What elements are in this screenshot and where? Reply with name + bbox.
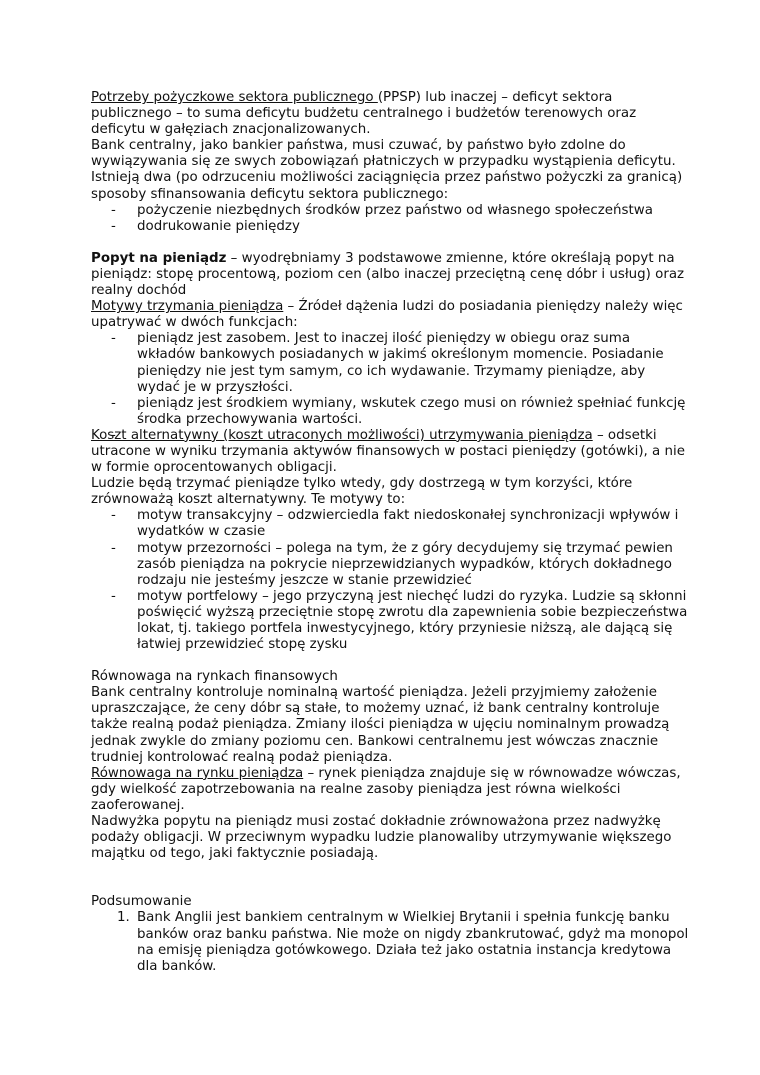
money-market-text: – rynek pieniądza znajduje się w równowadze wówczas, gdy wielkość zapotrzebowania na realne zasoby pieniądza jest równa wielkości zaoferowanej.: [91, 765, 681, 813]
nominal-value-paragraph: Bank centralny kontroluje nominalną wartość pieniądza. Jeżeli przyjmiemy założenie upraszczające, że ceny dóbr są stałe, to możemy uznać, iż bank centralny kontroluje także realną podaż pieniądza. Zmiany ilości pieniądza w ujęciu nominalnym prowadzą jednak zwykle do zmiany poziomu cen. Bankowi centralnemu jest wówczas znacznie trudniej kontrolować realną podaż pieniądza.: [91, 685, 670, 765]
list-item: [91, 910, 691, 974]
money-demand-text: – wyodrębniamy 3 podstawowe zmienne, które określają popyt na pieniądz: stopę procentową, poziom cen (albo inaczej przeciętną cenę dóbr i usług) oraz realny dochód: [91, 250, 685, 299]
money-market-equilibrium: [91, 766, 691, 814]
money-demand-definition: [91, 251, 691, 299]
ppsp-definition-text: (PPSP) lub inaczej – deficyt sektora publicznego – to suma deficytu budżetu centralnego i budżetów terenowych oraz deficytu w gałęziach znacjonalizowanych.: [91, 90, 637, 138]
functions-list: [91, 331, 691, 428]
ppsp-term: Potrzeby pożyczkowe sektora publicznego: [91, 90, 378, 105]
document-page: [91, 90, 691, 975]
holding-motives-list: [91, 508, 691, 653]
list-item-text: Bank Anglii jest bankiem centralnym w Wielkiej Brytanii i spełnia funkcję banku banków oraz banku państwa. Nie może on nigdy zbankrutować, gdyż ma monopol na emisję pieniądza gotówkowego. Działa też jako ostatnia instancja kredytowa dla banków.: [137, 910, 689, 974]
spacer: [91, 862, 691, 894]
money-demand-term: Popyt na pieniądz: [91, 250, 227, 266]
summary-list: [91, 910, 691, 974]
motives-text: – Źródeł dążenia ludzi do posiadania pieniędzy należy więc upatrywać w dwóch funkcjach:: [91, 299, 683, 331]
spacer: [91, 653, 691, 669]
list-item: - pieniądz jest środkiem wymiany, wskutek czego musi on również spełniać funkcję środka przechowywania wartości.: [91, 396, 691, 428]
list-number: 1.: [117, 910, 130, 926]
list-item: - motyw portfelowy – jego przyczyną jest niechęć ludzi do ryzyka. Ludzie są skłonni poświęcić wyższą przeciętnie stopę zwrotu dla zapewnienia sobie bezpieczeństwa lokat, tj. takiego portfela inwestycyjnego, który przyniesie niższą, ale dającą się łatwiej przewidzieć stopę zysku: [91, 589, 691, 653]
summary-heading: Podsumowanie: [91, 894, 192, 910]
spacer: [91, 235, 691, 251]
ppsp-definition: [91, 90, 691, 138]
motives-paragraph: [91, 299, 691, 331]
list-item: - dodrukowanie pieniędzy: [91, 219, 691, 235]
opportunity-cost-text: – odsetki utracone w wyniku trzymania aktywów finansowych w postaci pieniędzy (gotówki), a nie w formie oprocentowanych obligacji.: [91, 427, 685, 476]
money-market-term: Równowaga na rynku pieniądza: [91, 765, 304, 781]
motives-term: Motywy trzymania pieniądza: [91, 299, 284, 315]
list-item: - pożyczenie niezbędnych środków przez państwo od własnego społeczeństwa: [91, 203, 691, 219]
financing-list: [91, 203, 691, 235]
financing-paragraph: Istnieją dwa (po odrzuceniu możliwości zaciągnięcia przez państwo pożyczki za granicą) sposoby sfinansowania deficytu sektora publicznego:: [91, 170, 683, 202]
central-bank-paragraph: Bank centralny, jako bankier państwa, musi czuwać, by państwo było zdolne do wywiązywania się ze swych zobowiązań płatniczych w przypadku wystąpienia deficytu.: [91, 138, 676, 170]
equilibrium-heading: Równowaga na rynkach finansowych: [91, 669, 338, 685]
people-paragraph: Ludzie będą trzymać pieniądze tylko wtedy, gdy dostrzegą w tym korzyści, które zrównoważą koszt alternatywny. Te motywy to:: [91, 476, 633, 508]
opportunity-cost-term: Koszt alternatywny (koszt utraconych możliwości) utrzymywania pieniądza: [91, 427, 593, 443]
opportunity-cost-paragraph: [91, 428, 691, 476]
excess-demand-paragraph: Nadwyżka popytu na pieniądz musi zostać dokładnie zrównoważona przez nadwyżkę podaży obligacji. W przeciwnym wypadku ludzie planowaliby utrzymywanie większego majątku od tego, jaki faktycznie posiadają.: [91, 814, 672, 862]
list-item: - pieniądz jest zasobem. Jest to inaczej ilość pieniędzy w obiegu oraz suma wkładów bankowych posiadanych w jakimś określonym momencie. Posiadanie pieniędzy nie jest tym samym, co ich wydawanie. Trzymamy pieniądze, aby wydać je w przyszłości.: [91, 331, 691, 395]
list-item: - motyw transakcyjny – odzwierciedla fakt niedoskonałej synchronizacji wpływów i wydatków w czasie: [91, 508, 691, 540]
list-item: - motyw przezorności – polega na tym, że z góry decydujemy się trzymać pewien zasób pieniądza na pokrycie nieprzewidzianych wypadków, których dokładnego rodzaju nie jesteśmy jeszcze w stanie przewidzieć: [91, 541, 691, 589]
